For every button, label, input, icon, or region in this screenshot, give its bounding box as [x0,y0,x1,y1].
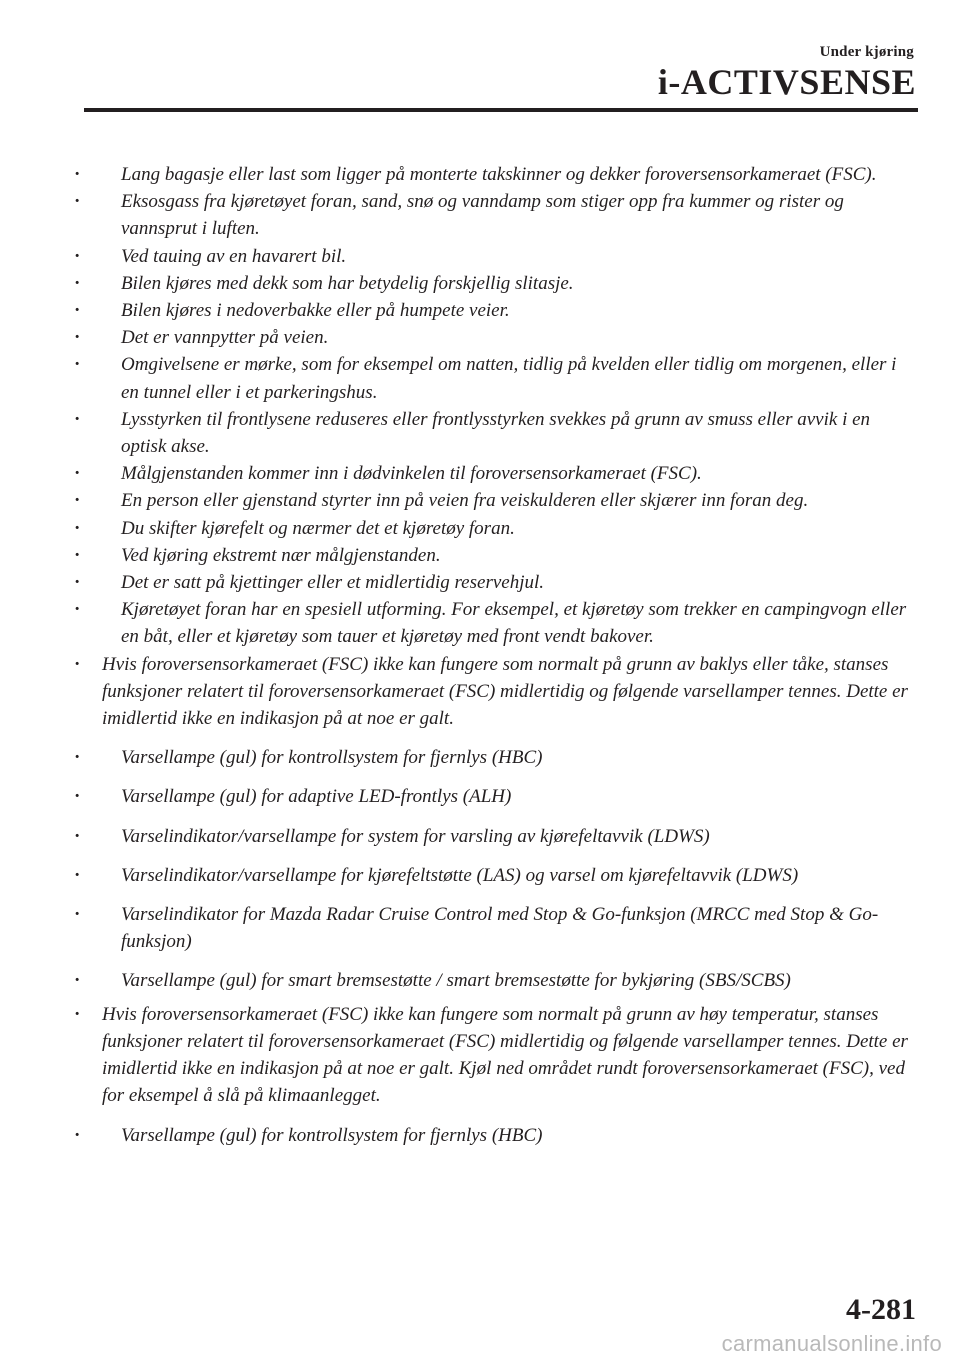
list-item: · En person eller gjenstand styrter inn på veien fra veiskulderen eller skjærer inn foran deg. [86,487,916,514]
list-item: · Varselindikator for Mazda Radar Cruise Control med Stop & Go-funksjon (MRCC med Stop & Go-funksjon) [86,901,916,955]
warning-lamps-list [86,744,916,994]
list-item: · Lysstyrken til frontlysene reduseres eller frontlysstyrken svekkes på grunn av smuss eller avvik i en optisk akse. [86,406,916,460]
page-number: 4-281 [846,1293,916,1326]
list-item: · Det er vannpytter på veien. [86,324,916,351]
list-item: · Du skifter kjørefelt og nærmer det et kjøretøy foran. [86,515,916,542]
page-content [86,161,916,1149]
list-item: · Varsellampe (gul) for kontrollsystem for fjernlys (HBC) [86,744,916,771]
list-item: · Eksosgass fra kjøretøyet foran, sand, snø og vanndamp som stiger opp fra kummer og rister og vannsprut i luften. [86,188,916,242]
header-rule [84,108,918,112]
backlight-fog-paragraph: · Hvis foroversensorkameraet (FSC) ikke kan fungere som normalt på grunn av baklys eller tåke, stanses funksjoner relatert til foroversensorkameraet (FSC) midlertidig og følgende varsellamper tennes. Dette er imidlertid ikke en indikasjon på at noe er galt. [86,651,916,733]
list-item: · Varselindikator/varsellampe for system for varsling av kjørefeltavvik (LDWS) [86,823,916,850]
page-header [0,0,960,112]
list-item: · Varselindikator/varsellampe for kjørefeltstøtte (LAS) og varsel om kjørefeltavvik (LDWS) [86,862,916,889]
list-item: · Bilen kjøres med dekk som har betydelig forskjellig slitasje. [86,270,916,297]
chapter-title: Under kjøring [819,44,914,60]
list-item: · Lang bagasje eller last som ligger på monterte takskinner og dekker foroversensorkameraet (FSC). [86,161,916,188]
list-item: · Varsellampe (gul) for kontrollsystem for fjernlys (HBC) [86,1122,916,1149]
list-item: · Bilen kjøres i nedoverbakke eller på humpete veier. [86,297,916,324]
list-item: · Ved tauing av en havarert bil. [86,243,916,270]
section-title: i-ACTIVSENSE [657,62,916,102]
conditions-list [86,161,916,651]
high-temperature-paragraph: · Hvis foroversensorkameraet (FSC) ikke kan fungere som normalt på grunn av høy temperatur, stanses funksjoner relatert til foroversensorkameraet (FSC) midlertidig og følgende varsellamper tennes. Dette er imidlertid ikke en indikasjon på at noe er galt. Kjøl ned området rundt foroversensorkameraet (FSC), ved for eksempel å slå på klimaanlegget. [86,1001,916,1110]
list-item: · Kjøretøyet foran har en spesiell utforming. For eksempel, et kjøretøy som trekker en campingvogn eller en båt, eller et kjøretøy som tauer et kjøretøy med front vendt bakover. [86,596,916,650]
list-item: · Det er satt på kjettinger eller et midlertidig reservehjul. [86,569,916,596]
list-item: · Varsellampe (gul) for adaptive LED-frontlys (ALH) [86,783,916,810]
list-item: · Varsellampe (gul) for smart bremsestøtte / smart bremsestøtte for bykjøring (SBS/SCBS) [86,967,916,994]
list-item: · Ved kjøring ekstremt nær målgjenstanden. [86,542,916,569]
list-item: · Målgjenstanden kommer inn i dødvinkelen til foroversensorkameraet (FSC). [86,460,916,487]
watermark: carmanualsonline.info [721,1331,942,1356]
list-item: · Omgivelsene er mørke, som for eksempel om natten, tidlig på kvelden eller tidlig om morgenen, eller i en tunnel eller i et parkeringshus. [86,351,916,405]
temperature-lamps-list [86,1122,916,1149]
